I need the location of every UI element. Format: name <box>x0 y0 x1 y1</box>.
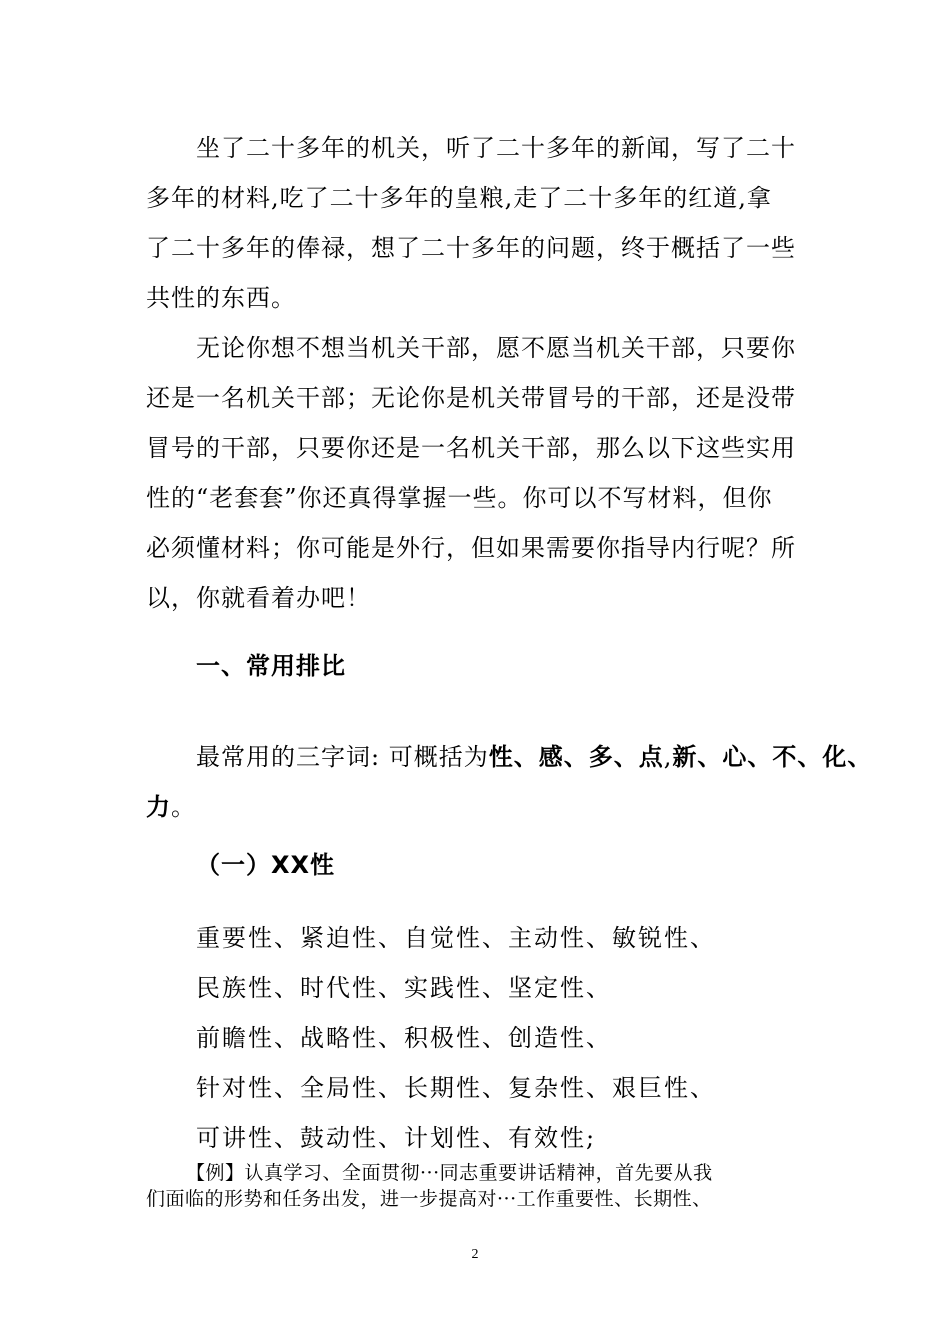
summary-separator: , <box>663 743 673 771</box>
summary-keywords-1: 性、感、多、点 <box>488 742 664 771</box>
intro-paragraph-1 <box>146 123 814 323</box>
summary-prefix: 最常用的三字词: 可概括为 <box>196 743 489 771</box>
text-line: 以，你就看着办吧！ <box>146 584 371 612</box>
summary-keywords-3: 力 <box>146 792 171 821</box>
summary-keywords-2: 新、心、不、化、 <box>672 742 873 771</box>
text-line: 多年的材料,吃了二十多年的皇粮,走了二十多年的红道,拿 <box>146 184 772 212</box>
text-line: 共性的东西。 <box>146 284 296 312</box>
summary-paragraph <box>146 732 873 832</box>
section-heading: 一、常用排比 <box>196 652 346 680</box>
text-line: 无论你想不想当机关干部，愿不愿当机关干部，只要你 <box>196 334 796 362</box>
summary-end: 。 <box>171 793 196 821</box>
word-list-line: 可讲性、鼓动性、计划性、有效性; <box>196 1124 597 1152</box>
intro-paragraph-2 <box>146 323 814 623</box>
example-label: 【例】 <box>186 1162 245 1184</box>
word-list-line: 前瞻性、战略性、积极性、创造性、 <box>196 1024 612 1052</box>
word-list-line: 民族性、时代性、实践性、坚定性、 <box>196 974 612 1002</box>
text-line: 们面临的形势和任务出发，进一步提高对···工作重要性、长期性、 <box>146 1188 712 1210</box>
text-line: 冒号的干部，只要你还是一名机关干部，那么以下这些实用 <box>146 434 796 462</box>
text-line: 必须懂材料；你可能是外行，但如果需要你指导内行呢？所 <box>146 534 796 562</box>
subsection-heading: （一）XX性 <box>196 851 336 879</box>
example-text: 认真学习、全面贯彻···同志重要讲话精神，首先要从我 <box>244 1162 713 1184</box>
text-line <box>146 1160 826 1186</box>
text-line: 了二十多年的俸禄，想了二十多年的问题，终于概括了一些 <box>146 234 796 262</box>
text-line: 还是一名机关干部；无论你是机关带冒号的干部，还是没带 <box>146 384 796 412</box>
text-line: 坐了二十多年的机关，听了二十多年的新闻，写了二十 <box>196 134 796 162</box>
word-list-line: 针对性、全局性、长期性、复杂性、艰巨性、 <box>196 1074 716 1102</box>
text-line <box>146 732 873 782</box>
word-list-line: 重要性、紧迫性、自觉性、主动性、敏锐性、 <box>196 924 716 952</box>
example-paragraph <box>146 1160 826 1212</box>
page-number: 2 <box>471 1247 479 1262</box>
text-line: 性的“老套套”你还真得掌握一些。你可以不写材料，但你 <box>146 484 773 512</box>
text-line <box>146 782 814 832</box>
word-list <box>196 913 716 1163</box>
